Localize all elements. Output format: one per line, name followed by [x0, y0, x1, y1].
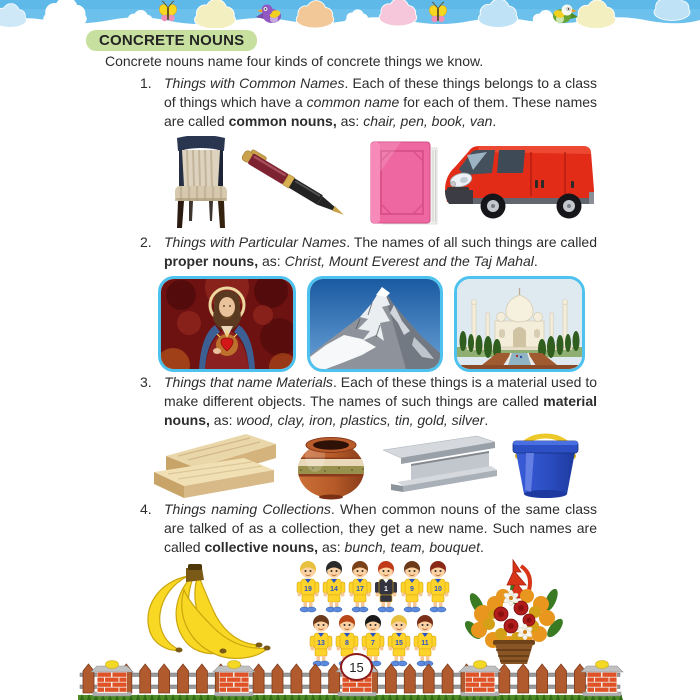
text-run: as: — [209, 412, 237, 428]
brick-pillar — [459, 661, 501, 697]
page-title-text: CONCRETE NOUNS — [99, 32, 245, 49]
team-kid — [427, 561, 449, 612]
banana-bunch-illustration — [128, 560, 280, 664]
flower-bouquet-illustration — [463, 558, 566, 666]
text-run: chair, pen, book, van — [363, 113, 493, 129]
fence-picket — [140, 664, 151, 693]
text-run: collective nouns, — [204, 539, 319, 555]
fence-picket — [385, 664, 396, 693]
chair-illustration — [167, 136, 235, 230]
pen-illustration — [233, 142, 355, 228]
page-number: 15 — [349, 659, 364, 675]
fence-picket — [518, 664, 529, 693]
list-item-1 — [140, 74, 597, 131]
team-kid — [375, 561, 397, 612]
text-run: . — [484, 412, 489, 428]
fence-picket — [574, 664, 585, 693]
team-kid — [323, 561, 345, 612]
team-kid — [349, 561, 371, 612]
svg-text:17: 17 — [356, 586, 364, 593]
intro-text: Concrete nouns name four kinds of concrete things we know. — [105, 53, 484, 69]
fence-picket — [83, 664, 94, 693]
fence-picket — [159, 664, 170, 693]
fence-picket — [556, 664, 567, 693]
list-item-3 — [140, 373, 597, 430]
team-kid — [388, 615, 410, 666]
svg-text:15: 15 — [395, 640, 403, 647]
text-run: common nouns, — [228, 113, 337, 129]
fence-picket — [537, 664, 548, 693]
text-run: material nouns, — [164, 393, 597, 428]
svg-text:1: 1 — [384, 586, 388, 593]
fence-picket — [442, 664, 453, 693]
text-run: . — [533, 253, 538, 269]
text-run: as: — [258, 253, 285, 269]
item-4-text — [164, 500, 597, 557]
page-title — [86, 30, 257, 51]
svg-text:8: 8 — [345, 640, 349, 647]
text-run: . Each of these things is a material used to make different objects. The names of such things are called — [164, 374, 597, 409]
text-run: as: — [318, 539, 345, 555]
decorative-sky-border — [0, 0, 700, 28]
brick-pillar — [91, 661, 133, 697]
iron-beam-illustration — [377, 434, 501, 496]
text-run: Things that name Materials — [164, 374, 333, 390]
text-run: . — [479, 539, 484, 555]
list-item-2 — [140, 233, 597, 271]
item-2-text — [164, 233, 597, 271]
mount-everest-photo — [307, 276, 443, 372]
taj-mahal-photo — [454, 276, 585, 372]
fence-picket — [272, 664, 283, 693]
page-number-badge — [340, 653, 373, 681]
text-run: Things naming Collections — [164, 501, 331, 517]
fence-picket — [404, 664, 415, 693]
fence-picket — [329, 664, 340, 693]
svg-text:7: 7 — [371, 640, 375, 647]
svg-text:9: 9 — [410, 586, 414, 593]
team-kid — [297, 561, 319, 612]
text-run: . Each of these things belongs to a class of things which have a — [164, 75, 597, 110]
team-kid — [401, 561, 423, 612]
fence-picket — [178, 664, 189, 693]
svg-text:11: 11 — [421, 640, 429, 647]
brick-pillar — [213, 661, 255, 697]
plastic-bucket-illustration — [504, 423, 588, 500]
clay-pot-illustration — [289, 424, 374, 500]
text-run: wood, clay, iron, plastics, tin, gold, silver — [236, 412, 485, 428]
text-run: for each of them. These names are called — [164, 94, 598, 129]
wood-planks-illustration — [148, 430, 284, 498]
fence-picket — [196, 664, 207, 693]
team-kid — [414, 615, 436, 666]
item-number: 2. — [140, 234, 152, 250]
list-item-4 — [140, 500, 597, 557]
item-number: 3. — [140, 374, 152, 390]
team-kid — [310, 615, 332, 666]
svg-text:10: 10 — [434, 586, 442, 593]
brick-pillar — [581, 661, 623, 697]
text-run: bunch, team, bouquet — [344, 539, 480, 555]
text-run: proper nouns, — [164, 253, 259, 269]
fence-picket — [499, 664, 510, 693]
fence-picket — [291, 664, 302, 693]
svg-text:19: 19 — [304, 586, 312, 593]
text-run: . The names of all such things are called — [346, 234, 598, 250]
fence-picket — [253, 664, 264, 693]
text-run: Christ, Mount Everest and the Taj Mahal — [284, 253, 534, 269]
fence-picket — [310, 664, 321, 693]
text-run: . When common nouns of the same class are talked of as a collection, they get a new name. Such names are called — [164, 501, 597, 555]
football-team-illustration — [290, 556, 454, 668]
fence-picket — [423, 664, 434, 693]
text-run: . — [492, 113, 497, 129]
text-run: Things with Particular Names — [164, 234, 347, 250]
book-illustration — [367, 138, 441, 228]
item-3-text — [164, 373, 597, 430]
item-1-text — [164, 74, 597, 131]
van-illustration — [437, 140, 601, 230]
christ-photo — [158, 276, 296, 372]
item-number: 4. — [140, 501, 152, 517]
item-number: 1. — [140, 75, 152, 91]
text-run: common name — [306, 94, 400, 110]
text-run: as: — [336, 113, 364, 129]
text-run: Things with Common Names — [164, 75, 345, 91]
svg-text:13: 13 — [317, 640, 325, 647]
cloud-icon — [654, 0, 689, 20]
svg-text:14: 14 — [330, 586, 338, 593]
